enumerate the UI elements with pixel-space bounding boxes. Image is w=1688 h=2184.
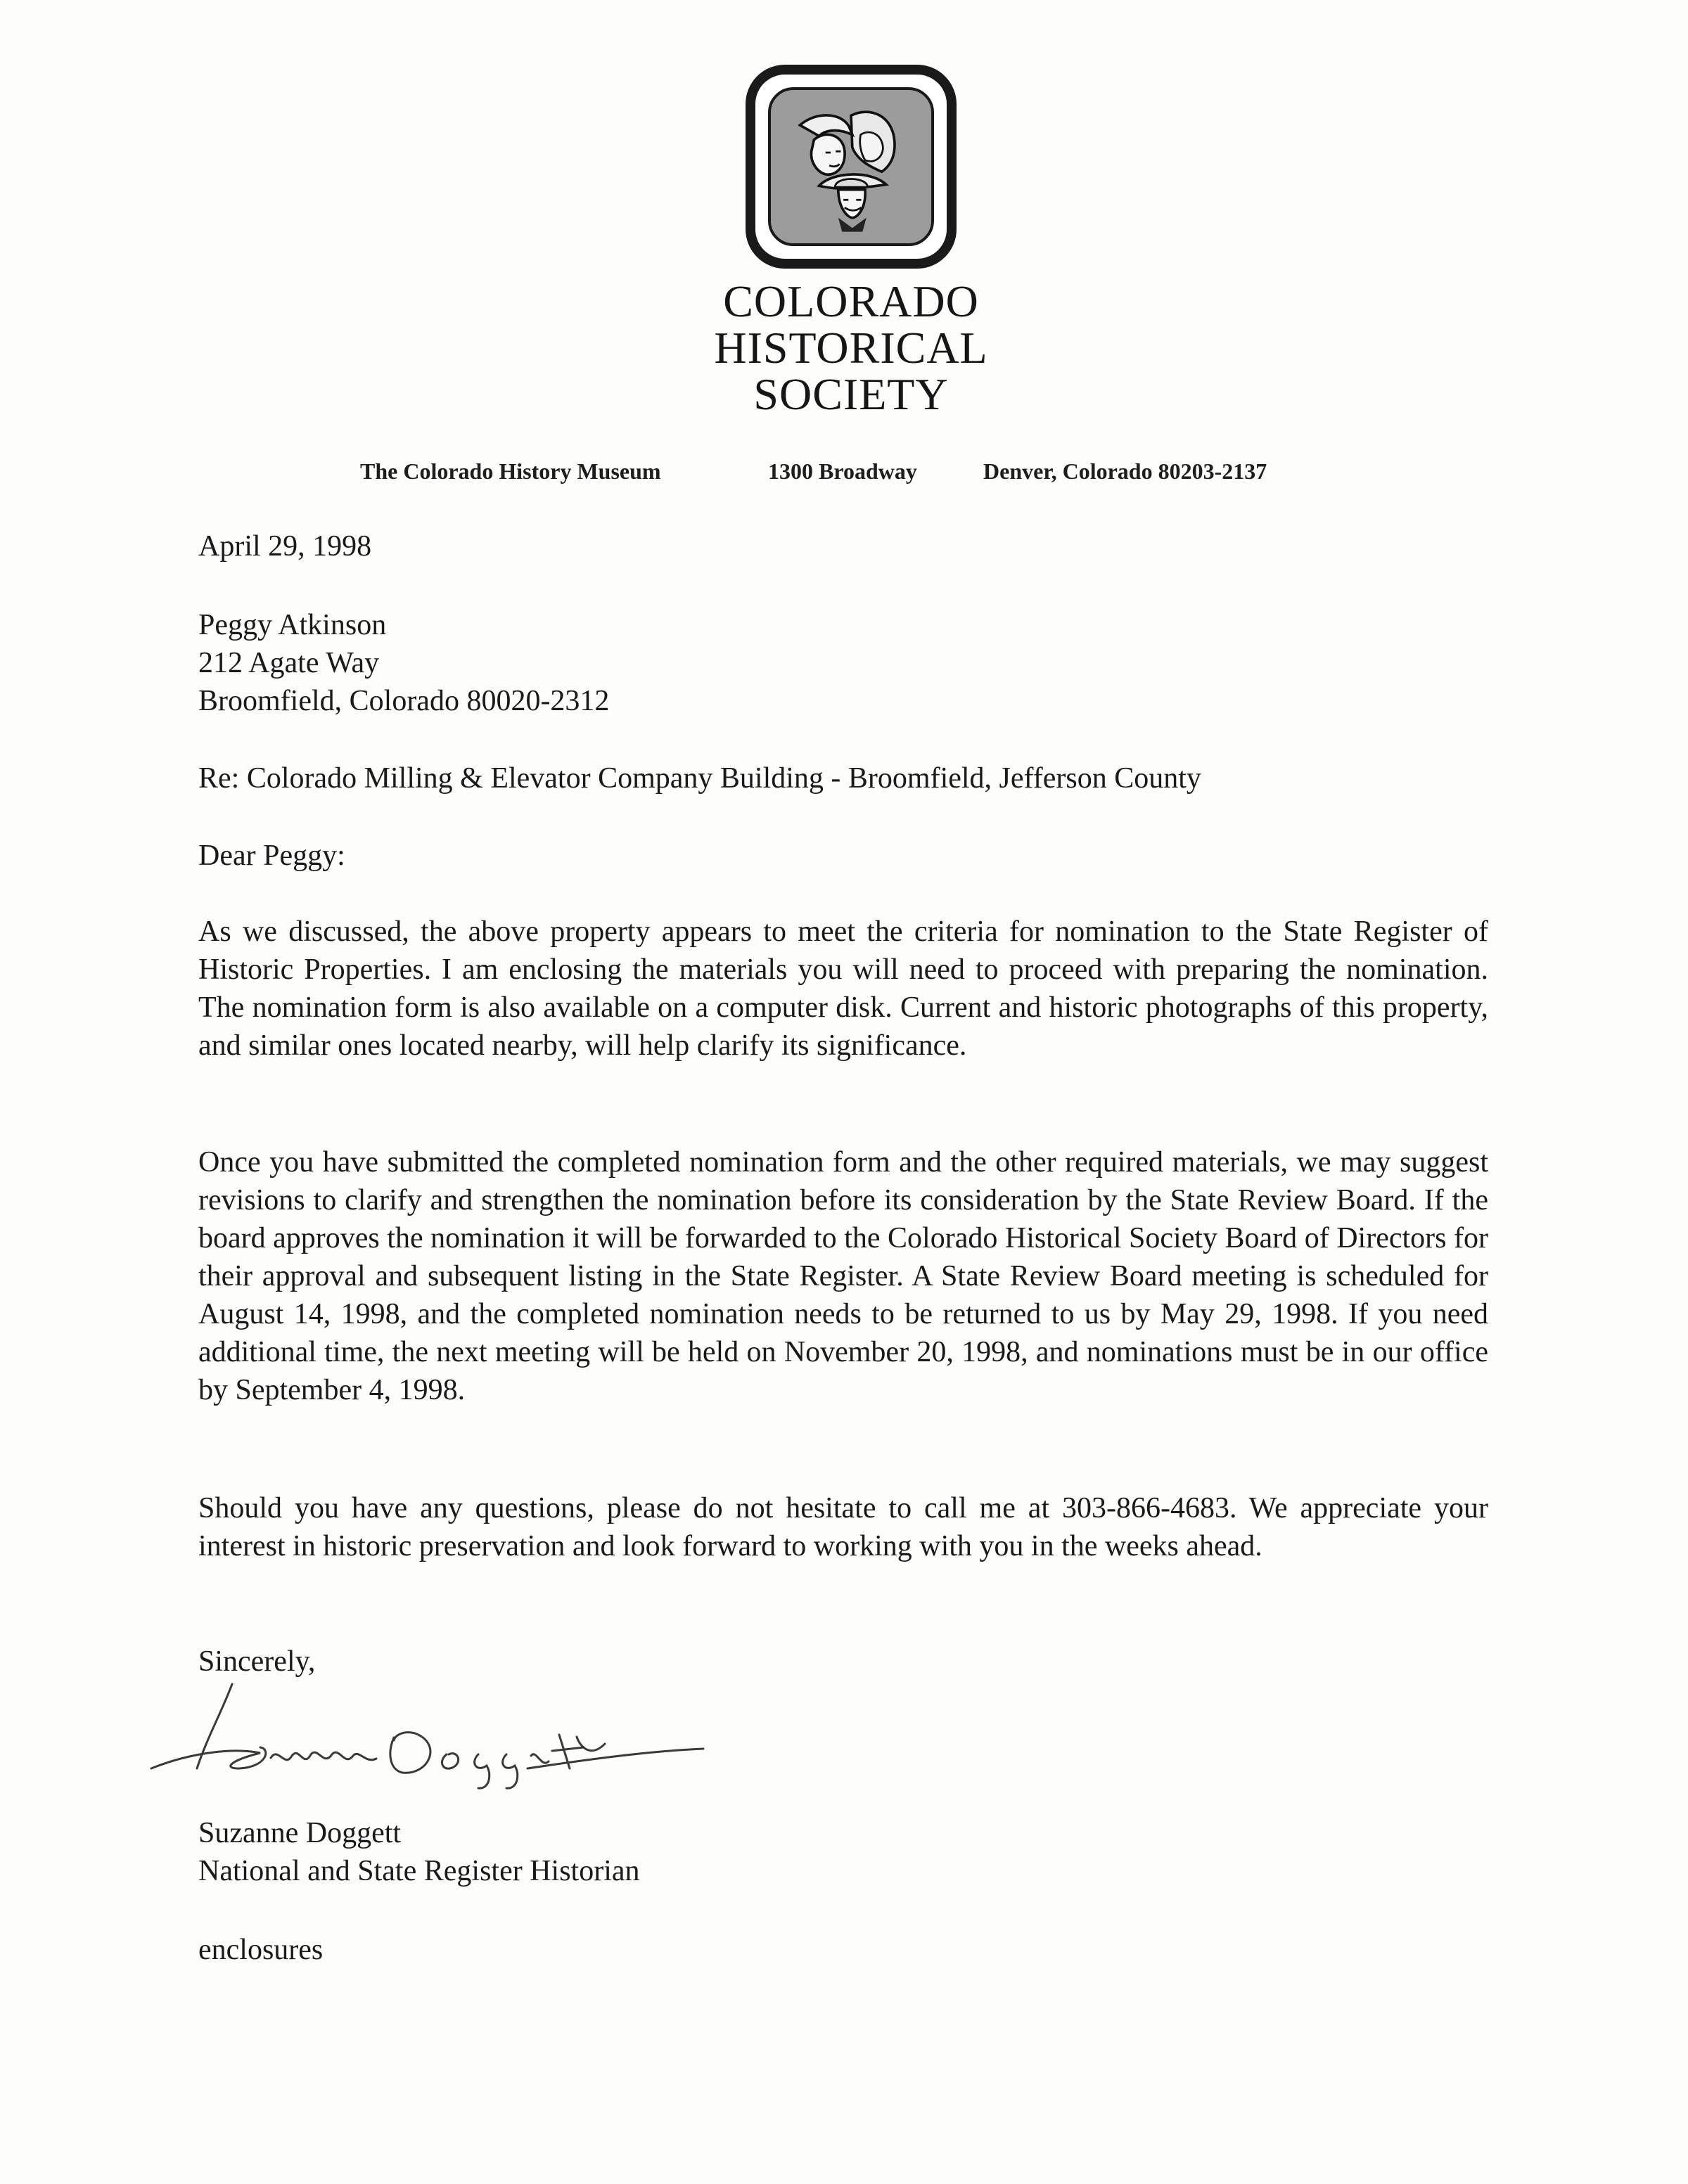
recipient-street: 212 Agate Way	[198, 647, 380, 679]
org-name-line: COLORADO	[723, 276, 979, 326]
society-logo	[746, 65, 957, 269]
organization-name	[633, 278, 1069, 418]
handwritten-signature	[148, 1670, 710, 1790]
body-paragraph-3: Should you have any questions, please do not hesitate to call me at 303-866-4683. We appreciate your interest in historic preservation and look forward to working with you in the weeks ahead.	[198, 1492, 1488, 1562]
recipient-city: Broomfield, Colorado 80020-2312	[198, 685, 610, 717]
recipient-name: Peggy Atkinson	[198, 609, 387, 641]
enclosures-note: enclosures	[198, 1934, 324, 1966]
recipient-address	[198, 606, 1488, 720]
museum-name: The Colorado History Museum	[360, 458, 661, 484]
body-paragraph-2: Once you have submitted the completed nomination form and the other required materials, we may suggest revisions to clarify and strengthen the nomination before its consideration by the State Review Board. If the board approves the nomination it will be forwarded to the Colorado Historical Society Board of Directors for their approval and subsequent listing in the State Register. A State Review Board meeting is scheduled for August 14, 1998, and the completed nomination needs to be returned to us by May 29, 1998. If you need additional time, the next meeting will be held on November 20, 1998, and nominations must be in our office by September 4, 1998.	[198, 1146, 1488, 1406]
closing: Sincerely,	[198, 1645, 316, 1678]
org-name-line: HISTORICAL	[714, 323, 988, 373]
subject-line: Re: Colorado Milling & Elevator Company Building - Broomfield, Jefferson County	[198, 762, 1201, 795]
signer-block	[198, 1814, 1488, 1890]
salutation: Dear Peggy:	[198, 840, 345, 872]
museum-street: 1300 Broadway	[768, 458, 917, 484]
org-name-line: SOCIETY	[753, 369, 949, 419]
signer-title: National and State Register Historian	[198, 1855, 640, 1887]
signer-name: Suzanne Doggett	[198, 1817, 402, 1849]
museum-city: Denver, Colorado 80203-2137	[983, 458, 1267, 484]
body-paragraph-1: As we discussed, the above property appears to meet the criteria for nomination to the State Register of Historic Properties. I am enclosing the materials you will need to proceed with preparing the nomination. The nomination form is also available on a computer disk. Current and historic photographs of this property, and similar ones located nearby, will help clarify its significance.	[198, 916, 1488, 1062]
three-historic-figures-icon	[768, 87, 934, 246]
letter-date: April 29, 1998	[198, 530, 372, 563]
